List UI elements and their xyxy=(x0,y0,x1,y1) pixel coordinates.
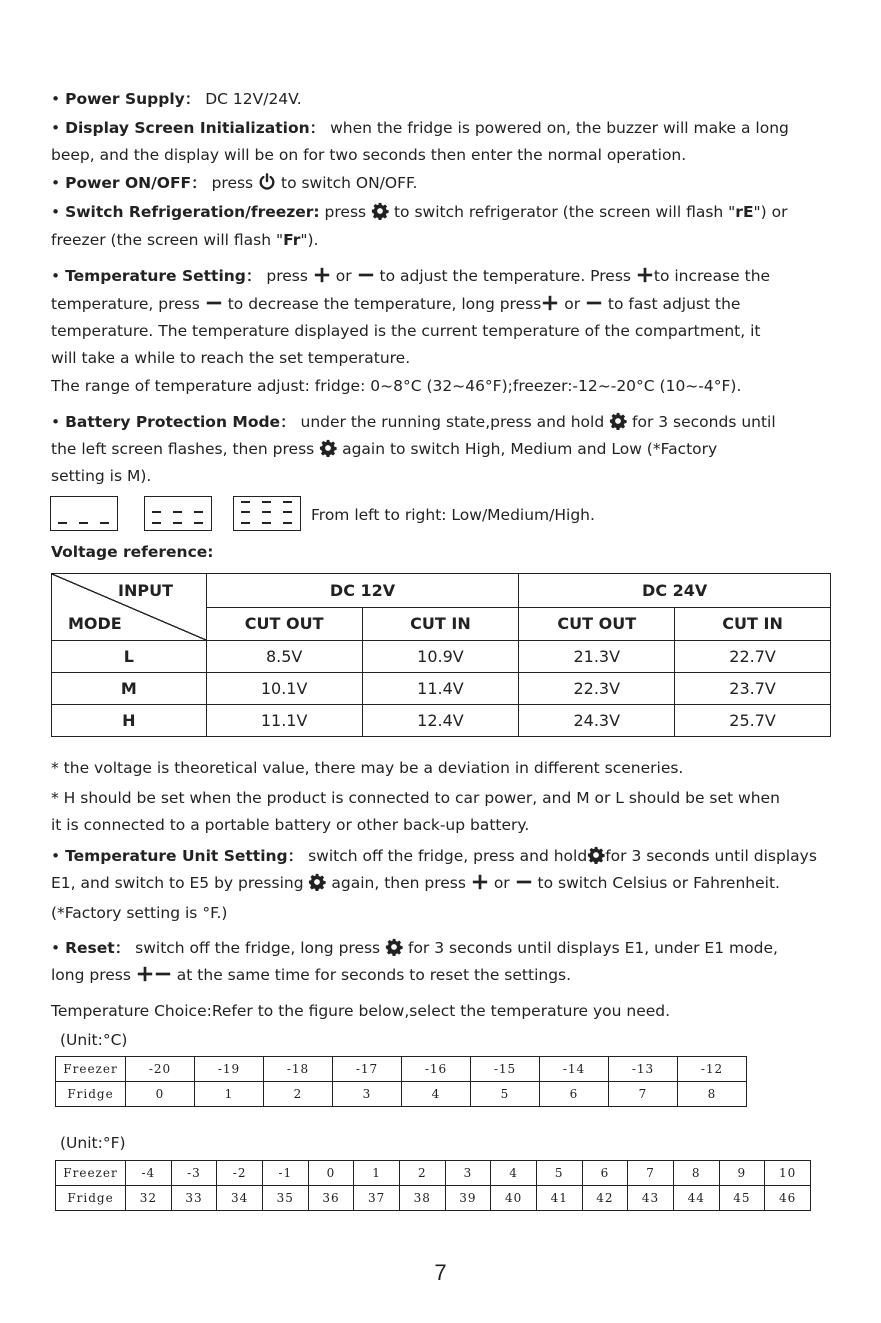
minus-icon xyxy=(357,266,375,284)
sep: ： xyxy=(245,267,262,285)
temp-cell: 44 xyxy=(673,1186,719,1211)
unit-setting-line: • Temperature Unit Setting： switch off the fridge, press and hold for 3 seconds until displays xyxy=(51,847,817,865)
temp-cell: 45 xyxy=(719,1186,765,1211)
temp-cell: 8 xyxy=(673,1161,719,1186)
unit-setting-label: Temperature Unit Setting xyxy=(65,847,288,865)
voltage-title: Voltage reference: xyxy=(51,543,214,561)
switch-ref-line: • Switch Refrigeration/freezer: press to switch refrigerator (the screen will flash "rE") or xyxy=(51,203,788,221)
battery-line2 xyxy=(51,439,717,459)
row-label: Fridge xyxy=(56,1186,126,1211)
temp-setting-line: • Temperature Setting： press or to adjust the temperature. Press to increase the xyxy=(51,267,771,285)
text: under the running state,press and hold xyxy=(295,413,610,431)
unit-f-label: (Unit:°F) xyxy=(60,1134,126,1152)
temp-cell: 5 xyxy=(536,1161,582,1186)
text: ") or xyxy=(753,203,788,221)
value-cell: 25.7V xyxy=(675,705,831,737)
text: again to switch High, Medium and Low (*Factory xyxy=(337,440,718,458)
text: to switch Celsius or Fahrenheit. xyxy=(532,874,780,892)
text: press xyxy=(319,203,372,221)
temp-cell: 41 xyxy=(536,1186,582,1211)
value-cell: 21.3V xyxy=(519,641,675,673)
text: again, then press xyxy=(326,874,471,892)
gear-icon xyxy=(371,202,389,220)
value-cell: 8.5V xyxy=(206,641,362,673)
temp-cell: -14 xyxy=(540,1057,609,1082)
plus-icon xyxy=(313,266,331,284)
text: temperature, press xyxy=(51,295,205,313)
gear-icon xyxy=(319,439,337,457)
power-supply-label: Power Supply xyxy=(65,90,185,108)
text: to increase the xyxy=(653,267,771,285)
voltage-table xyxy=(51,573,831,737)
power-icon xyxy=(258,173,276,191)
value-cell: 10.1V xyxy=(206,673,362,705)
value-cell: 12.4V xyxy=(362,705,519,737)
temp-cell: 1 xyxy=(354,1161,400,1186)
flash-code: rE xyxy=(735,203,754,221)
display-init-text: when the fridge is powered on, the buzzer will make a long xyxy=(325,119,789,137)
sep: ： xyxy=(191,174,207,192)
gear-icon xyxy=(308,873,326,891)
temp-range-line: The range of temperature adjust: fridge: 0~8°C (32~46°F);freezer:-12~-20°C (10~-4°F). xyxy=(51,377,742,395)
freezer-row xyxy=(56,1161,811,1186)
switch-ref-label: Switch Refrigeration/freezer: xyxy=(65,203,320,221)
minus-icon xyxy=(205,294,223,312)
reset-line2 xyxy=(51,965,571,985)
temp-cell: 8 xyxy=(678,1082,747,1107)
gear-icon xyxy=(385,938,403,956)
minus-icon xyxy=(515,873,533,891)
segment-low-indicator xyxy=(50,496,118,531)
dc12-header: DC 12V xyxy=(206,574,519,608)
temp-cell: -1 xyxy=(262,1161,308,1186)
temp-cell: -13 xyxy=(609,1057,678,1082)
plus-icon xyxy=(136,965,154,983)
text: to switch ON/OFF. xyxy=(276,174,418,192)
fridge-row xyxy=(56,1186,811,1211)
text: the left screen flashes, then press xyxy=(51,440,320,458)
mode-cell: M xyxy=(52,673,207,705)
cut-out-header: CUT OUT xyxy=(206,607,362,641)
cut-out-header: CUT OUT xyxy=(519,607,675,641)
note-mode-line1: * H should be set when the product is connected to car power, and M or L should be set when xyxy=(51,789,780,807)
cut-in-header: CUT IN xyxy=(362,607,519,641)
power-supply-text: DC 12V/24V. xyxy=(200,90,302,108)
freezer-row xyxy=(56,1057,747,1082)
reset-label: Reset xyxy=(65,939,115,957)
unit-c-label: (Unit:°C) xyxy=(60,1031,128,1049)
temp-cell: 46 xyxy=(765,1186,811,1211)
text: to switch refrigerator (the screen will flash " xyxy=(389,203,736,221)
value-cell: 22.3V xyxy=(519,673,675,705)
temp-cell: 7 xyxy=(628,1161,674,1186)
plus-icon xyxy=(471,873,489,891)
temp-cell: 1 xyxy=(195,1082,264,1107)
temp-cell: 10 xyxy=(765,1161,811,1186)
text: to adjust the temperature. Press xyxy=(374,267,636,285)
text: for 3 seconds until displays E1, under E1 mode, xyxy=(403,939,778,957)
temp-cell: 37 xyxy=(354,1186,400,1211)
temp-cell: 3 xyxy=(445,1161,491,1186)
text: or xyxy=(559,295,585,313)
temp-cell: 4 xyxy=(491,1161,537,1186)
text: or xyxy=(488,874,515,892)
unit-setting-line2 xyxy=(51,873,780,893)
temp-cell: -4 xyxy=(126,1161,172,1186)
temp-cell: -19 xyxy=(195,1057,264,1082)
plus-icon xyxy=(636,266,654,284)
unit-setting-line3: (*Factory setting is °F.) xyxy=(51,904,228,922)
temp-setting-line4: will take a while to reach the set temperature. xyxy=(51,349,411,367)
value-cell: 11.1V xyxy=(206,705,362,737)
temp-cell: 38 xyxy=(399,1186,445,1211)
minus-icon xyxy=(154,965,172,983)
page-number: 7 xyxy=(434,1260,447,1285)
temp-cell: -3 xyxy=(171,1161,217,1186)
temp-cell: -15 xyxy=(471,1057,540,1082)
sep: ： xyxy=(114,939,131,957)
temp-cell: 32 xyxy=(126,1186,172,1211)
segment-high-indicator xyxy=(233,496,301,531)
temp-cell: -12 xyxy=(678,1057,747,1082)
text: E1, and switch to E5 by pressing xyxy=(51,874,309,892)
value-cell: 10.9V xyxy=(362,641,519,673)
temp-cell: -18 xyxy=(264,1057,333,1082)
sep: ： xyxy=(184,90,201,108)
display-init-line: • Display Screen Initialization： when the fridge is powered on, the buzzer will make a long xyxy=(51,119,789,137)
mode-cell: H xyxy=(52,705,207,737)
temp-cell: 7 xyxy=(609,1082,678,1107)
sep: ： xyxy=(287,847,304,865)
gear-icon xyxy=(609,412,627,430)
temp-cell: -20 xyxy=(126,1057,195,1082)
battery-line: • Battery Protection Mode： under the running state,press and hold for 3 seconds until xyxy=(51,413,776,431)
sep: ： xyxy=(309,119,326,137)
row-label: Freezer xyxy=(56,1057,126,1082)
temp-cell: 34 xyxy=(217,1186,263,1211)
text: press xyxy=(261,267,313,285)
plus-icon xyxy=(541,294,559,312)
table-row xyxy=(52,673,831,705)
sep: ： xyxy=(280,413,296,431)
power-supply-line: • Power Supply： DC 12V/24V. xyxy=(51,90,302,108)
text: at the same time for seconds to reset the settings. xyxy=(171,966,572,984)
temp-cell: 40 xyxy=(491,1186,537,1211)
text: freezer (the screen will flash " xyxy=(51,231,284,249)
note-mode-line2: it is connected to a portable battery or other back-up battery. xyxy=(51,816,530,834)
table-row xyxy=(52,641,831,673)
temp-cell: 4 xyxy=(402,1082,471,1107)
temp-cell: 6 xyxy=(582,1161,628,1186)
fridge-row xyxy=(56,1082,747,1107)
input-label: INPUT xyxy=(118,581,173,600)
temp-cell: 39 xyxy=(445,1186,491,1211)
dc24-header: DC 24V xyxy=(519,574,831,608)
temp-cell: 2 xyxy=(264,1082,333,1107)
switch-ref-line2 xyxy=(51,230,319,250)
reset-line: • Reset： switch off the fridge, long press for 3 seconds until displays E1, under E1 mode, xyxy=(51,939,778,957)
power-onoff-label: Power ON/OFF xyxy=(65,174,192,192)
celsius-table xyxy=(55,1056,747,1107)
temp-choice-text: Temperature Choice:Refer to the figure below,select the temperature you need. xyxy=(51,1002,671,1020)
battery-label: Battery Protection Mode xyxy=(65,413,281,431)
flash-code: Fr xyxy=(283,231,301,249)
mode-label: MODE xyxy=(68,614,122,633)
temp-cell: 6 xyxy=(540,1082,609,1107)
text: to fast adjust the xyxy=(603,295,741,313)
gear-icon xyxy=(587,846,605,864)
temp-cell: 5 xyxy=(471,1082,540,1107)
temp-cell: 9 xyxy=(719,1161,765,1186)
text: press xyxy=(206,174,259,192)
value-cell: 11.4V xyxy=(362,673,519,705)
temp-cell: 35 xyxy=(262,1186,308,1211)
segments-caption: From left to right: Low/Medium/High. xyxy=(311,506,595,524)
cut-in-header: CUT IN xyxy=(675,607,831,641)
temp-setting-line3: temperature. The temperature displayed is the current temperature of the compartment, it xyxy=(51,322,761,340)
text: long press xyxy=(51,966,136,984)
segment-medium-indicator xyxy=(144,496,212,531)
minus-icon xyxy=(585,294,603,312)
note-voltage: * the voltage is theoretical value, there may be a deviation in different sceneries. xyxy=(51,759,684,777)
text: switch off the fridge, press and hold xyxy=(303,847,588,865)
input-mode-header xyxy=(52,574,207,641)
text: "). xyxy=(300,231,319,249)
value-cell: 22.7V xyxy=(675,641,831,673)
power-onoff-line: • Power ON/OFF： press to switch ON/OFF. xyxy=(51,174,418,192)
temp-cell: 0 xyxy=(308,1161,354,1186)
text: to decrease the temperature, long press xyxy=(222,295,542,313)
row-label: Freezer xyxy=(56,1161,126,1186)
temp-cell: 2 xyxy=(399,1161,445,1186)
display-init-label: Display Screen Initialization xyxy=(65,119,310,137)
text: switch off the fridge, long press xyxy=(130,939,386,957)
temp-cell: 33 xyxy=(171,1186,217,1211)
text: for 3 seconds until xyxy=(627,413,776,431)
temp-cell: 0 xyxy=(126,1082,195,1107)
value-cell: 24.3V xyxy=(519,705,675,737)
fahrenheit-table xyxy=(55,1160,811,1211)
row-label: Fridge xyxy=(56,1082,126,1107)
temp-cell: 36 xyxy=(308,1186,354,1211)
temp-cell: -2 xyxy=(217,1161,263,1186)
temp-setting-line2 xyxy=(51,294,740,314)
temp-setting-label: Temperature Setting xyxy=(65,267,246,285)
battery-line3: setting is M). xyxy=(51,467,152,485)
temp-cell: 3 xyxy=(333,1082,402,1107)
temp-cell: -17 xyxy=(333,1057,402,1082)
temp-cell: 42 xyxy=(582,1186,628,1211)
display-init-line2: beep, and the display will be on for two seconds then enter the normal operation. xyxy=(51,146,687,164)
mode-cell: L xyxy=(52,641,207,673)
temp-cell: 43 xyxy=(628,1186,674,1211)
temp-cell: -16 xyxy=(402,1057,471,1082)
table-row xyxy=(52,705,831,737)
value-cell: 23.7V xyxy=(675,673,831,705)
text: for 3 seconds until displays xyxy=(605,847,817,865)
text: or xyxy=(330,267,357,285)
